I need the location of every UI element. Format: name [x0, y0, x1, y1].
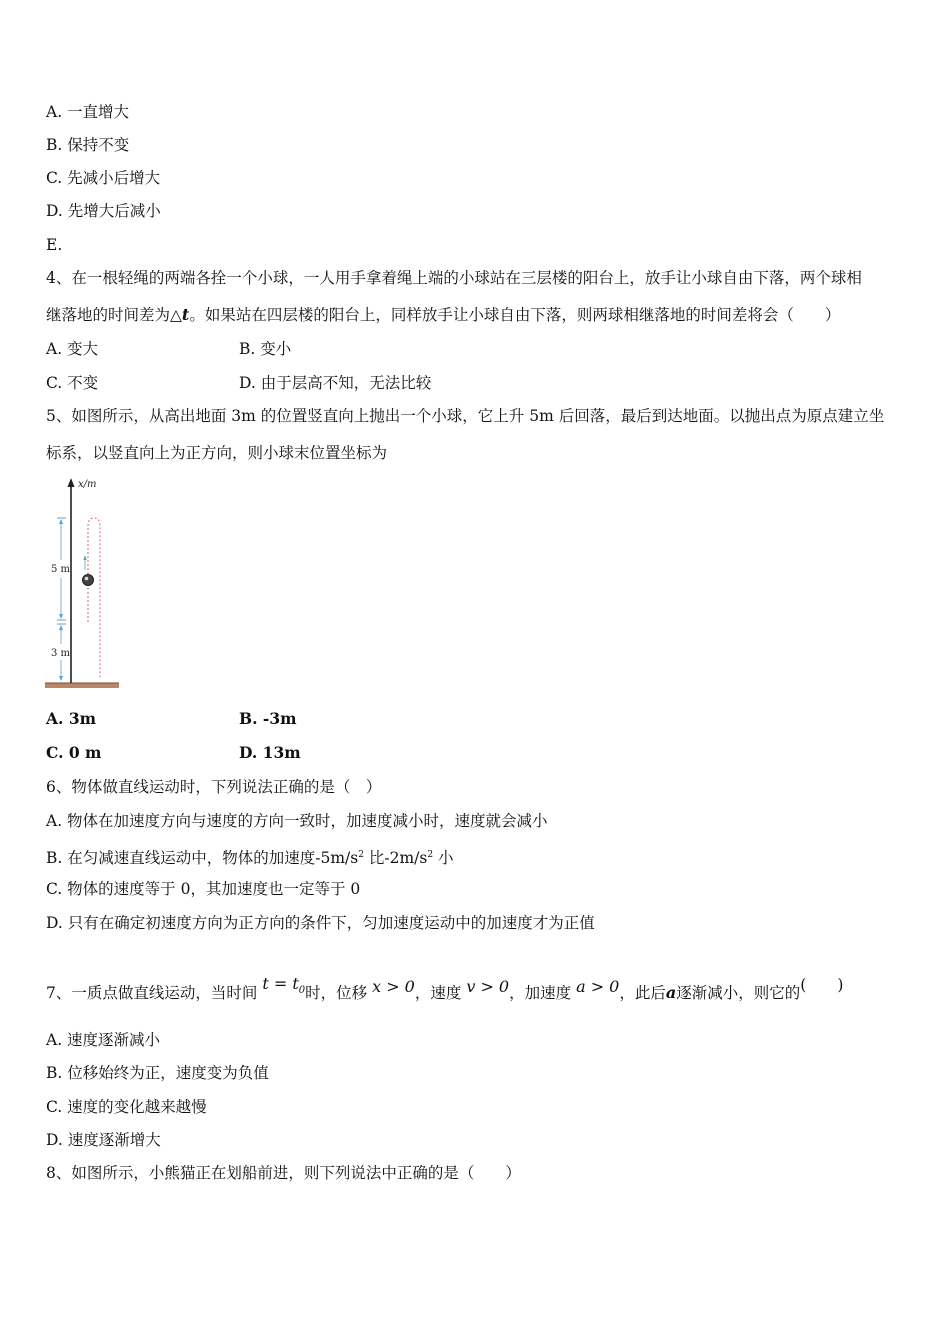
q6-option-b-sup1: 2 — [358, 850, 364, 860]
q8-stem: 8、如图所示，小熊猫正在划船前进，则下列说法中正确的是（ ） — [46, 1164, 521, 1182]
q4-option-c: C. 不变 — [46, 374, 99, 392]
q6-option-a: A. 物体在加速度方向与速度的方向一致时，加速度减小时，速度就会减小 — [46, 812, 548, 830]
q5-option-a: A. 3m — [46, 709, 97, 728]
q7-math-t: $t = t_0$ — [262, 974, 306, 997]
q7-option-d: D. 速度逐渐增大 — [46, 1131, 161, 1149]
q4-option-b: B. 变小 — [239, 340, 292, 358]
q6-option-b-pre: B. 在匀减速直线运动中，物体的加速度-5m/s — [46, 849, 359, 868]
q7-stem-d: ，加速度 — [509, 984, 572, 1002]
q7-math-x: x > 0 — [372, 977, 415, 996]
q6-option-d: D. 只有在确定初速度方向为正方向的条件下，匀加速度运动中的加速度才为正值 — [46, 914, 595, 932]
q3-option-a: A. 一直增大 — [46, 103, 130, 121]
trajectory-path — [88, 518, 100, 679]
q5-option-d: D. 13m — [239, 743, 301, 762]
q7-option-a: A. 速度逐渐减小 — [46, 1031, 161, 1049]
axis-label: x/m — [78, 479, 97, 490]
q6-option-c: C. 物体的速度等于 0，其加速度也一定等于 0 — [46, 880, 361, 898]
q3-option-c: C. 先减小后增大 — [46, 169, 161, 187]
q7-paren: ( ) — [800, 976, 844, 994]
axis-arrow-icon — [68, 478, 75, 487]
q7-math-v: v > 0 — [466, 977, 510, 996]
q4-stem-line1: 4、在一根轻绳的两端各拴一个小球，一人用手拿着绳上端的小球站在三层楼的阳台上，放手让小球自由下落，两个球相 — [46, 269, 862, 287]
q7-stem — [46, 974, 844, 1010]
q7-stem-e: ，此后 — [619, 984, 666, 1002]
q7-option-c: C. 速度的变化越来越慢 — [46, 1098, 207, 1116]
q5-figure — [40, 474, 125, 694]
q5-option-b: B. -3m — [239, 709, 297, 728]
q6-stem: 6、物体做直线运动时，下列说法正确的是（ ） — [46, 778, 382, 796]
q4-option-a: A. 变大 — [46, 340, 99, 358]
q5-option-c: C. 0 m — [46, 743, 102, 762]
q3-option-b: B. 保持不变 — [46, 136, 130, 154]
q5-stem-line2: 标系，以竖直向上为正方向，则小球末位置坐标为 — [46, 444, 388, 462]
q5-stem-line1: 5、如图所示，从高出地面 3m 的位置竖直向上抛出一个小球，它上升 5m 后回落，最后到达地面。以抛出点为原点建立坐 — [46, 407, 885, 425]
q7-stem-a: 7、一质点做直线运动，当时间 — [46, 984, 258, 1002]
ball-icon — [83, 575, 94, 586]
q4-stem-line2 — [46, 305, 840, 325]
q6-option-b-post: 小 — [433, 849, 454, 868]
label-3m: 3 m — [51, 648, 71, 659]
q3-option-d: D. 先增大后减小 — [46, 202, 161, 220]
q6-option-b-mid: 比-2m/s — [363, 849, 428, 868]
q7-stem-f: 逐渐减小，则它的 — [676, 984, 801, 1002]
q7-stem-b: 时，位移 — [305, 984, 368, 1002]
label-5m: 5 m — [51, 564, 71, 575]
q7-option-b: B. 位移始终为正，速度变为负值 — [46, 1064, 269, 1082]
q3-option-e: E. — [46, 236, 63, 254]
q7-math-a: a > 0 — [576, 977, 620, 996]
q4-stem-line2-b: 。如果站在四层楼的阳台上，同样放手让小球自由下落，则两球相继落地的时间差将会（ ） — [189, 306, 841, 324]
q7-stem-c: ，速度 — [414, 984, 462, 1002]
q6-option-b-sup2: 2 — [427, 850, 434, 860]
q4-option-d: D. 由于层高不知，无法比较 — [239, 374, 432, 392]
ground-icon — [45, 683, 119, 688]
q4-delta-t: t — [181, 305, 190, 324]
q7-var-a: a — [665, 983, 677, 1002]
q4-stem-line2-a: 继落地的时间差为△ — [46, 306, 182, 324]
q6-option-b — [46, 845, 454, 868]
